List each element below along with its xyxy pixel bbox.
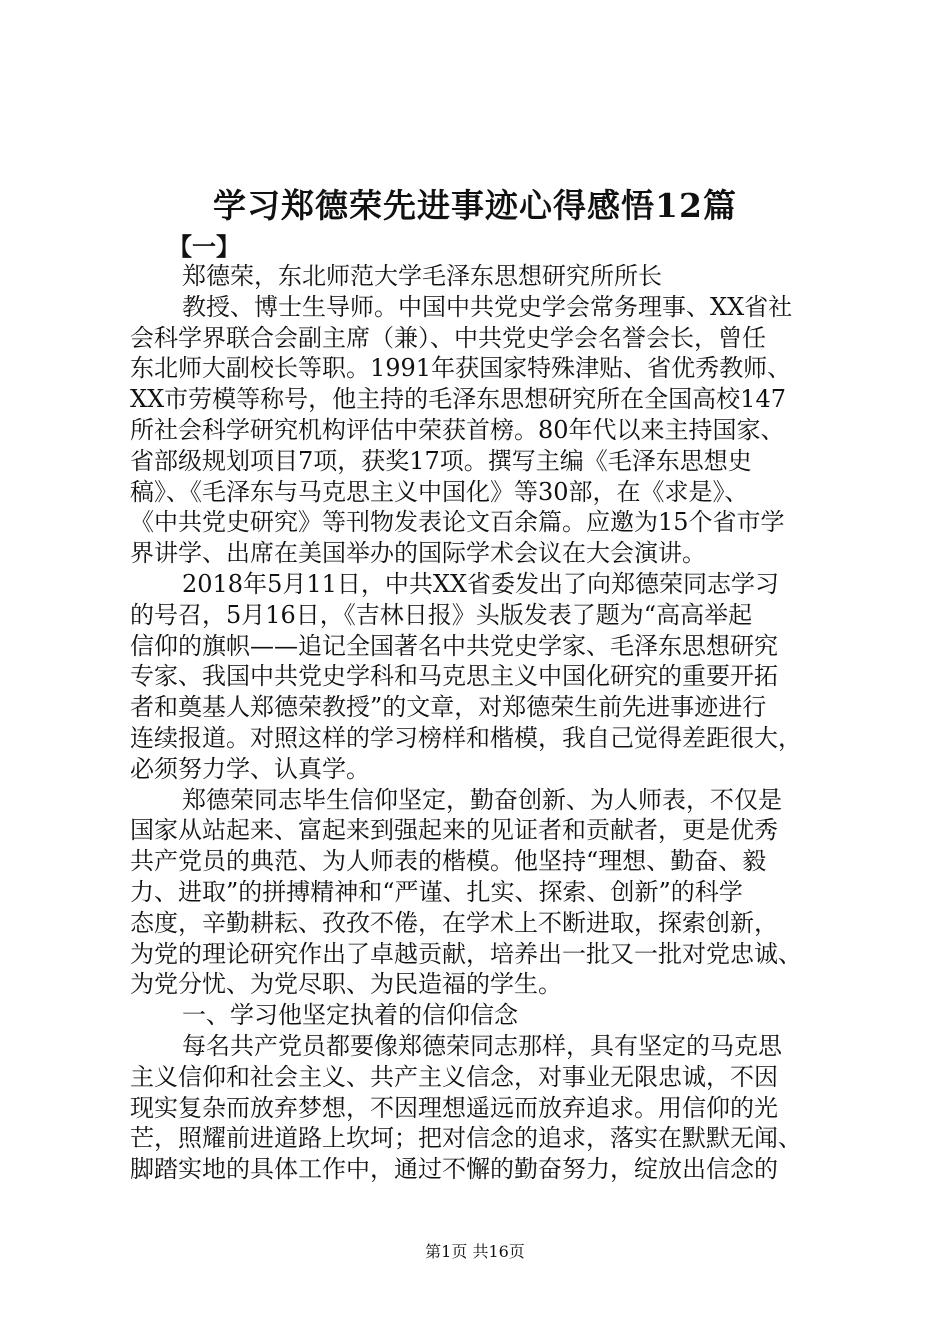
- text-line: 必须努力学、认真学。: [130, 754, 370, 783]
- text-line: 会科学界联合会副主席（兼）、中共党史学会名誉会长，曾任: [130, 323, 766, 352]
- text-line: 东北师大副校长等职。1991年获国家特殊津贴、省优秀教师、: [130, 354, 792, 383]
- text-line: 的号召，5月16日，《吉林日报》头版发表了题为“高高举起: [130, 600, 753, 629]
- text-line: 连续报道。对照这样的学习榜样和楷模，我自己觉得差距很大，: [130, 723, 802, 752]
- text-line: 省部级规划项目7项，获奖17项。撰写主编《毛泽东思想史: [130, 446, 752, 475]
- text-line: 共产党员的典范、为人师表的楷模。他坚持“理想、勤奋、毅: [130, 847, 767, 876]
- text-line: 教授、博士生导师。中国中共党史学会常务理事、XX省社: [182, 292, 793, 321]
- text-line: 为党分忧、为党尽职、为民造福的学生。: [130, 970, 562, 999]
- text-line: 郑德荣同志毕生信仰坚定，勤奋创新、为人师表，不仅是: [182, 785, 782, 814]
- text-line: 每名共产党员都要像郑德荣同志那样，具有坚定的马克思: [182, 1031, 782, 1060]
- text-line: 所社会科学研究机构评估中荣获首榜。80年代以来主持国家、: [130, 415, 785, 444]
- text-line: 国家从站起来、富起来到强起来的见证者和贡献者，更是优秀: [130, 816, 778, 845]
- section-label: 【一】: [168, 232, 240, 261]
- text-line: 2018年5月11日，中共XX省委发出了向郑德荣同志学习: [182, 569, 780, 598]
- text-line: 态度，辛勤耕耘、孜孜不倦，在学术上不断进取，探索创新，: [130, 908, 778, 937]
- text-line: XX市劳模等称号，他主持的毛泽东思想研究所在全国高校147: [130, 385, 786, 414]
- body-text: [130, 261, 850, 1185]
- text-line: 界讲学、出席在美国举办的国际学术会议在大会演讲。: [130, 539, 706, 568]
- text-line: 为党的理论研究作出了卓越贡献，培养出一批又一批对党忠诚、: [130, 939, 802, 968]
- text-line: 芒，照耀前进道路上坎坷；把对信念的追求，落实在默默无闻、: [130, 1124, 802, 1153]
- text-line: 现实复杂而放弃梦想，不因理想遥远而放弃追求。用信仰的光: [130, 1093, 778, 1122]
- text-line: 力、进取”的拼搏精神和“严谨、扎实、探索、创新”的科学: [130, 877, 743, 906]
- page-footer: 第1页 共16页: [425, 1242, 525, 1261]
- text-line: 一、学习他坚定执着的信仰信念: [182, 1001, 518, 1030]
- text-line: 专家、我国中共党史学科和马克思主义中国化研究的重要开拓: [130, 662, 778, 691]
- text-line: 主义信仰和社会主义、共产主义信念，对事业无限忠诚，不因: [130, 1062, 778, 1091]
- text-line: 脚踏实地的具体工作中，通过不懈的勤奋努力，绽放出信念的: [130, 1155, 778, 1184]
- text-line: 者和奠基人郑德荣教授”的文章，对郑德荣生前先进事迹进行: [130, 693, 767, 722]
- text-line: 郑德荣，东北师范大学毛泽东思想研究所所长: [182, 262, 662, 290]
- text-line: 稿》、《毛泽东与马克思主义中国化》等30部，在《求是》、: [130, 477, 749, 506]
- document-title: 学习郑德荣先进事迹心得感悟12篇: [213, 186, 737, 225]
- text-line: 《中共党史研究》等刊物发表论文百余篇。应邀为15个省市学: [130, 508, 785, 537]
- text-line: 信仰的旗帜——追记全国著名中共党史学家、毛泽东思想研究: [130, 631, 778, 660]
